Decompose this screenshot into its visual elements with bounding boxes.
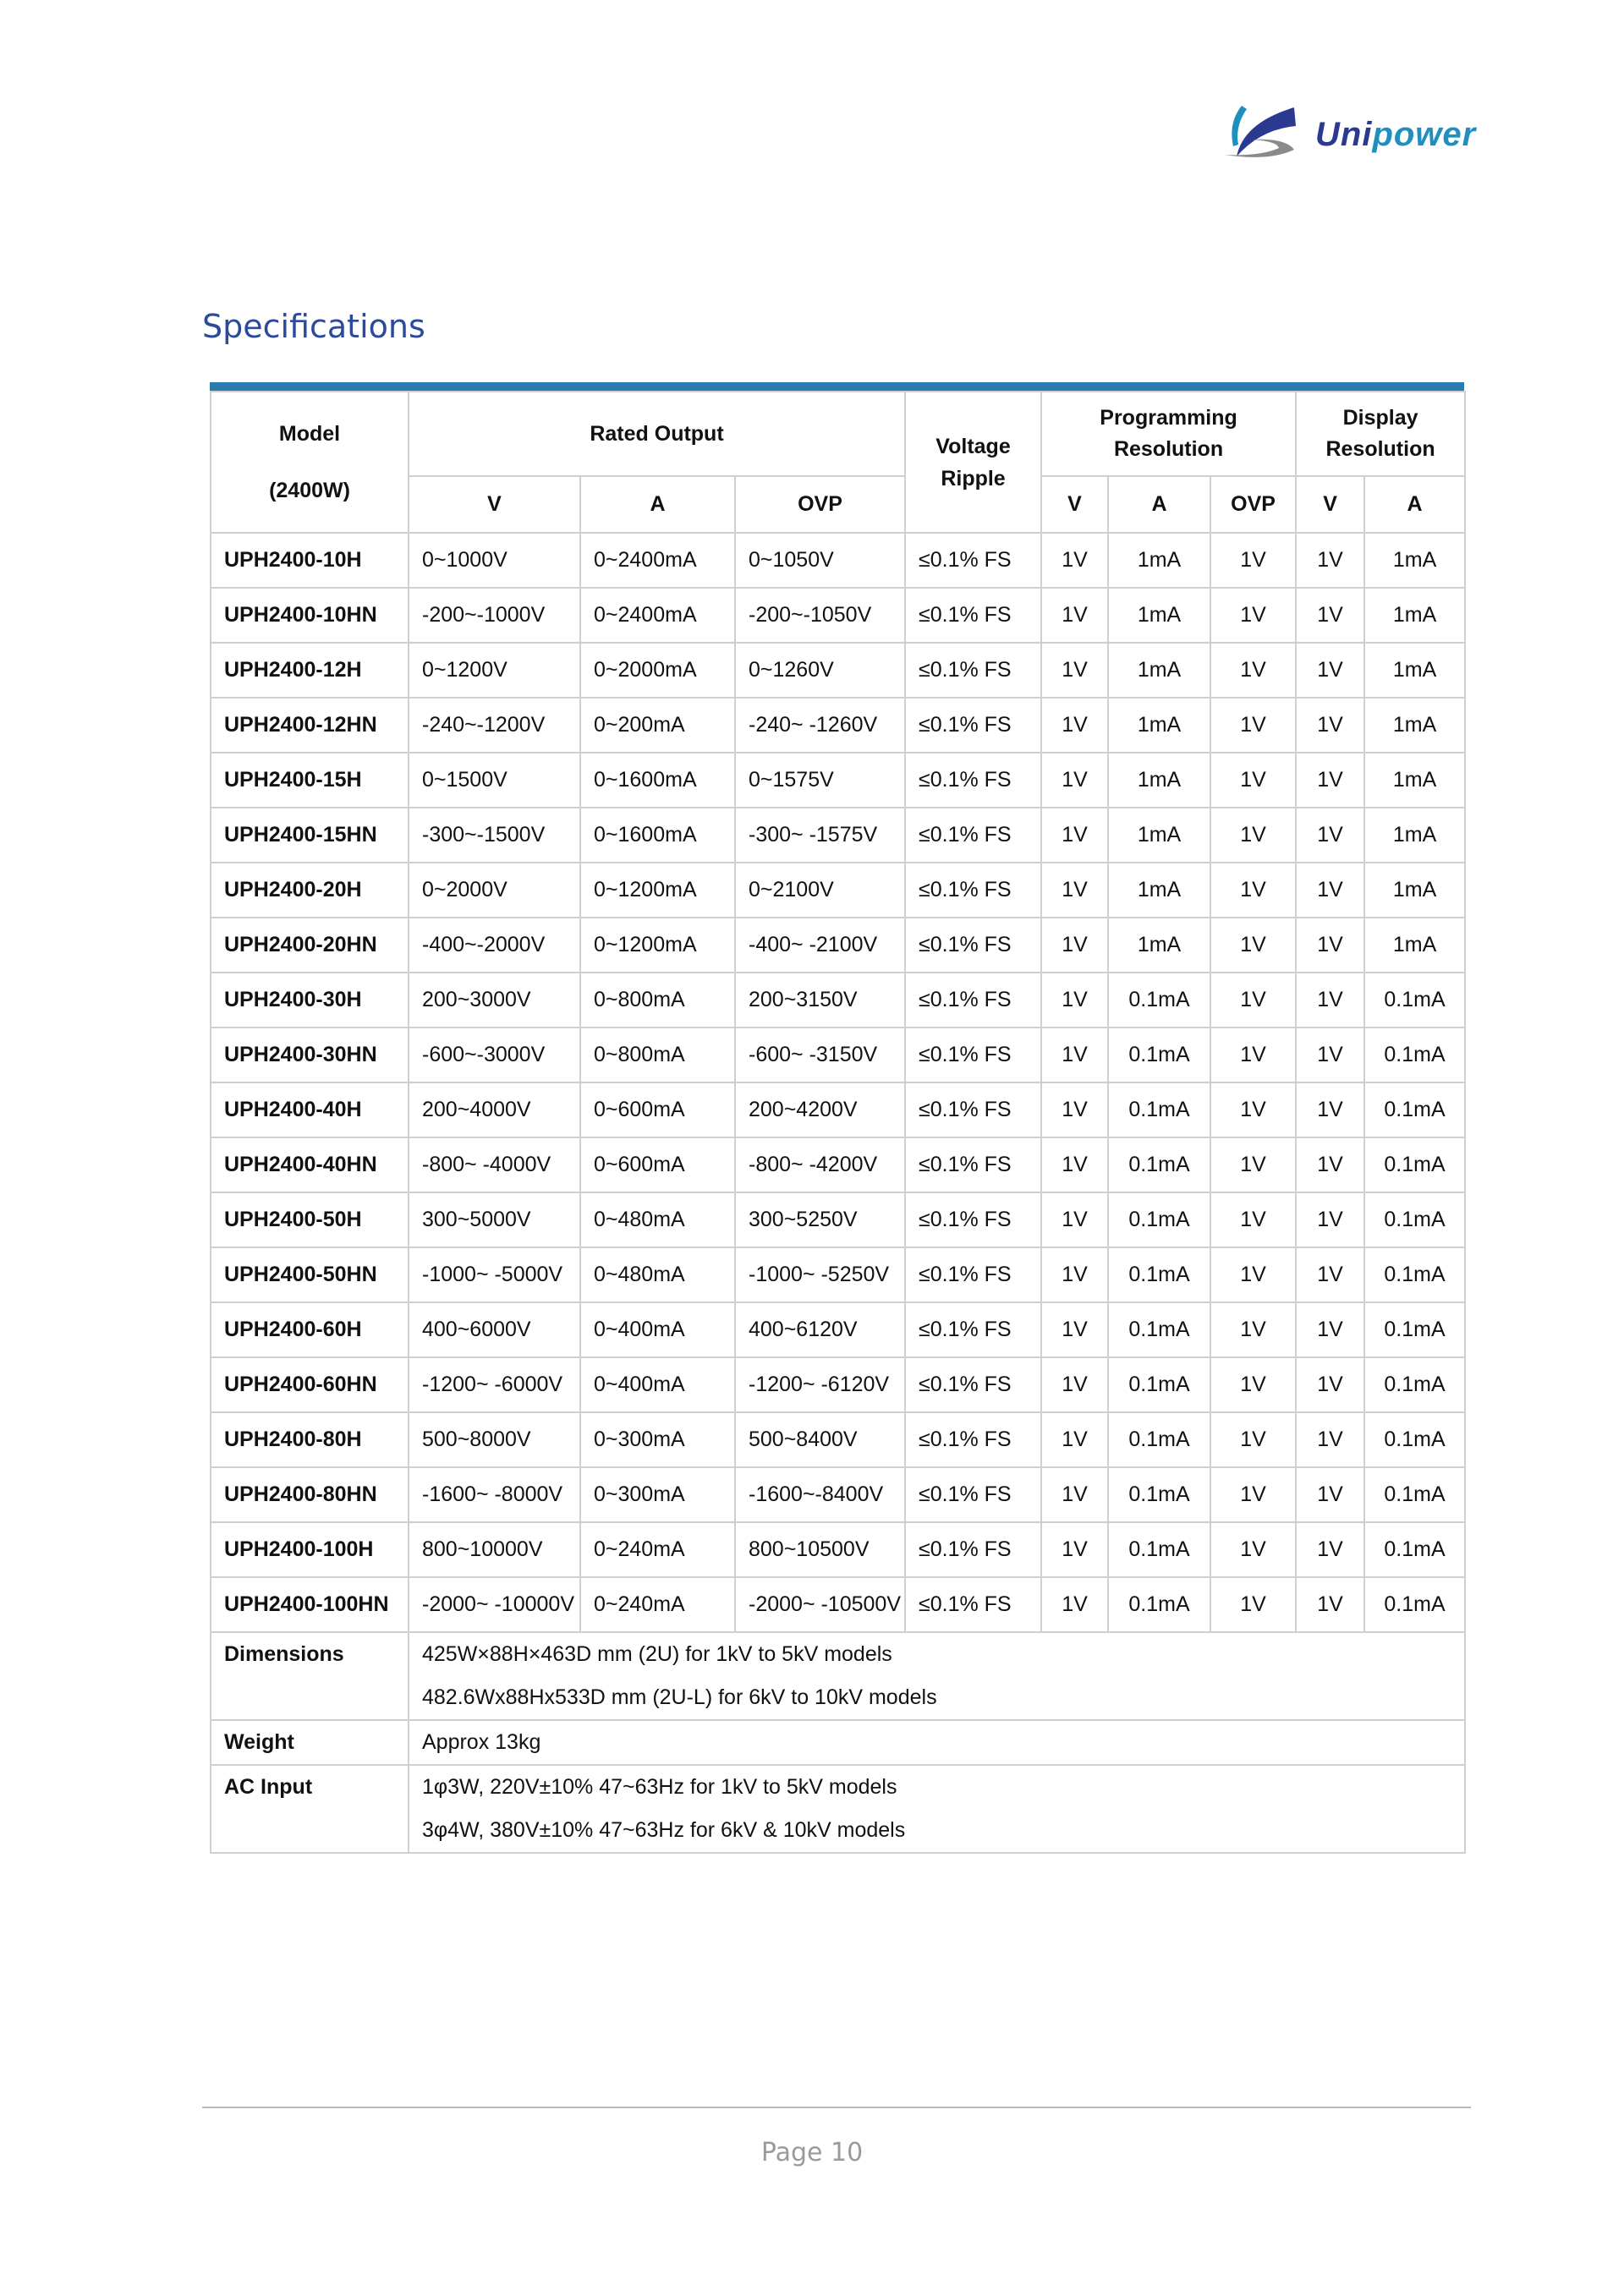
page-number: Page 10 — [760, 2138, 864, 2167]
spec-cell: 0.1mA — [1364, 973, 1465, 1027]
spec-cell: ≤0.1% FS — [905, 808, 1041, 863]
spec-cell: 1V — [1041, 1467, 1108, 1522]
spec-cell: 1V — [1041, 1192, 1108, 1247]
spec-cell: 1mA — [1108, 863, 1210, 918]
spec-cell: ≤0.1% FS — [905, 973, 1041, 1027]
spec-cell: 1mA — [1364, 533, 1465, 588]
spec-cell: 1V — [1210, 1082, 1296, 1137]
spec-cell: 0~1575V — [735, 753, 905, 808]
spec-cell: 1V — [1210, 1577, 1296, 1632]
spec-cell: 200~4000V — [409, 1082, 580, 1137]
spec-value — [409, 1720, 1465, 1765]
spec-cell: 1V — [1210, 1467, 1296, 1522]
spec-cell: 1V — [1210, 588, 1296, 643]
spec-cell: 1mA — [1108, 533, 1210, 588]
spec-cell: 0.1mA — [1364, 1247, 1465, 1302]
table-row — [211, 808, 1465, 863]
model-cell: UPH2400-50H — [211, 1192, 409, 1247]
spec-cell: 0.1mA — [1364, 1302, 1465, 1357]
table-row — [211, 1522, 1465, 1577]
unipower-logo — [1218, 97, 1477, 165]
spec-cell: 300~5000V — [409, 1192, 580, 1247]
spec-cell: -240~ -1260V — [735, 698, 905, 753]
spec-cell: 0~2000mA — [580, 643, 735, 698]
spec-cell: ≤0.1% FS — [905, 1357, 1041, 1412]
spec-cell: ≤0.1% FS — [905, 1247, 1041, 1302]
specifications-table — [210, 391, 1466, 1854]
spec-cell: 0~2000V — [409, 863, 580, 918]
model-cell: UPH2400-60H — [211, 1302, 409, 1357]
spec-cell: 1V — [1296, 588, 1364, 643]
spec-cell: 300~5250V — [735, 1192, 905, 1247]
spec-cell: -1600~ -8000V — [409, 1467, 580, 1522]
spec-cell: 0~480mA — [580, 1192, 735, 1247]
spec-cell: 0.1mA — [1108, 1247, 1210, 1302]
table-row — [211, 1137, 1465, 1192]
table-row — [211, 1302, 1465, 1357]
spec-cell: 200~3000V — [409, 973, 580, 1027]
spec-cell: 0.1mA — [1108, 1412, 1210, 1467]
spec-cell: 1mA — [1108, 698, 1210, 753]
spec-cell: 0~300mA — [580, 1467, 735, 1522]
spec-cell: 1V — [1296, 808, 1364, 863]
spec-cell: 1V — [1041, 533, 1108, 588]
spec-cell: -240~-1200V — [409, 698, 580, 753]
spec-extra-row — [211, 1632, 1465, 1720]
spec-extra-row — [211, 1765, 1465, 1853]
header-rated-output: Rated Output — [409, 392, 905, 476]
table-row — [211, 588, 1465, 643]
spec-cell: 1mA — [1108, 588, 1210, 643]
spec-cell: 1V — [1210, 808, 1296, 863]
page-title: Specifications — [202, 308, 425, 345]
spec-cell: 0~1050V — [735, 533, 905, 588]
spec-label: Dimensions — [211, 1632, 409, 1720]
spec-cell: 1V — [1041, 918, 1108, 973]
spec-cell: 0~2400mA — [580, 588, 735, 643]
table-row — [211, 753, 1465, 808]
spec-cell: 0.1mA — [1108, 1082, 1210, 1137]
spec-cell: 1V — [1210, 753, 1296, 808]
subheader: V — [1041, 476, 1108, 533]
model-cell: UPH2400-15HN — [211, 808, 409, 863]
spec-cell: 0~200mA — [580, 698, 735, 753]
model-cell: UPH2400-80H — [211, 1412, 409, 1467]
spec-cell: 1V — [1210, 863, 1296, 918]
spec-cell: 1V — [1210, 1302, 1296, 1357]
spec-cell: 1V — [1041, 1412, 1108, 1467]
table-row — [211, 1412, 1465, 1467]
spec-cell: 0.1mA — [1108, 1027, 1210, 1082]
spec-cell: 0~800mA — [580, 973, 735, 1027]
spec-cell: 0.1mA — [1108, 1192, 1210, 1247]
spec-cell: ≤0.1% FS — [905, 1192, 1041, 1247]
spec-cell: 1V — [1210, 1192, 1296, 1247]
spec-cell: 1V — [1296, 1577, 1364, 1632]
spec-value — [409, 1765, 1465, 1853]
spec-cell: -300~ -1575V — [735, 808, 905, 863]
spec-cell: 500~8400V — [735, 1412, 905, 1467]
spec-cell: 1V — [1210, 1412, 1296, 1467]
spec-cell: 1V — [1296, 1027, 1364, 1082]
model-cell: UPH2400-60HN — [211, 1357, 409, 1412]
spec-cell: 0.1mA — [1364, 1357, 1465, 1412]
spec-cell: 0~240mA — [580, 1577, 735, 1632]
spec-cell: 1V — [1210, 1027, 1296, 1082]
spec-cell: 1mA — [1364, 753, 1465, 808]
spec-cell: 0~1200mA — [580, 863, 735, 918]
spec-cell: 200~4200V — [735, 1082, 905, 1137]
spec-cell: 0~240mA — [580, 1522, 735, 1577]
spec-cell: 0~480mA — [580, 1247, 735, 1302]
spec-cell: 1V — [1296, 1247, 1364, 1302]
spec-cell: ≤0.1% FS — [905, 1137, 1041, 1192]
spec-cell: 0.1mA — [1364, 1192, 1465, 1247]
spec-cell: ≤0.1% FS — [905, 643, 1041, 698]
model-cell: UPH2400-15H — [211, 753, 409, 808]
spec-cell: -1200~ -6120V — [735, 1357, 905, 1412]
header-programming-resolution: Programming Resolution — [1041, 392, 1296, 476]
spec-cell: 0.1mA — [1108, 973, 1210, 1027]
spec-cell: 0.1mA — [1108, 1522, 1210, 1577]
table-row — [211, 973, 1465, 1027]
spec-cell: 1V — [1296, 1412, 1364, 1467]
table-row — [211, 698, 1465, 753]
spec-cell: 1V — [1041, 643, 1108, 698]
spec-cell: 1V — [1296, 1467, 1364, 1522]
spec-cell: 0.1mA — [1108, 1137, 1210, 1192]
spec-cell: 1V — [1296, 863, 1364, 918]
model-cell: UPH2400-100H — [211, 1522, 409, 1577]
spec-cell: -300~-1500V — [409, 808, 580, 863]
model-cell: UPH2400-20HN — [211, 918, 409, 973]
spec-cell: 0~2400mA — [580, 533, 735, 588]
spec-cell: -400~ -2100V — [735, 918, 905, 973]
spec-cell: 1mA — [1108, 808, 1210, 863]
logo-text: Unipower — [1315, 116, 1477, 153]
spec-cell: 1V — [1041, 1522, 1108, 1577]
subheader: A — [1364, 476, 1465, 533]
spec-cell: -600~-3000V — [409, 1027, 580, 1082]
spec-cell: 1V — [1296, 1357, 1364, 1412]
spec-cell: 1V — [1210, 533, 1296, 588]
spec-cell: -800~ -4200V — [735, 1137, 905, 1192]
spec-cell: ≤0.1% FS — [905, 863, 1041, 918]
spec-cell: 1mA — [1108, 753, 1210, 808]
spec-cell: ≤0.1% FS — [905, 1027, 1041, 1082]
spec-cell: 0.1mA — [1364, 1412, 1465, 1467]
model-cell: UPH2400-12HN — [211, 698, 409, 753]
spec-cell: 0~1500V — [409, 753, 580, 808]
spec-cell: 0~600mA — [580, 1137, 735, 1192]
spec-cell: 1mA — [1364, 863, 1465, 918]
spec-cell: 1V — [1296, 1082, 1364, 1137]
spec-cell: 1V — [1296, 1137, 1364, 1192]
spec-cell: 500~8000V — [409, 1412, 580, 1467]
spec-cell: ≤0.1% FS — [905, 1412, 1041, 1467]
spec-cell: 1V — [1041, 973, 1108, 1027]
spec-cell: 1V — [1041, 1082, 1108, 1137]
header-voltage-ripple: Voltage Ripple — [905, 392, 1041, 533]
spec-cell: 1V — [1296, 643, 1364, 698]
spec-cell: 1mA — [1108, 918, 1210, 973]
spec-cell: 400~6120V — [735, 1302, 905, 1357]
spec-cell: 1mA — [1364, 918, 1465, 973]
spec-cell: 0.1mA — [1108, 1357, 1210, 1412]
spec-cell: 1V — [1210, 1247, 1296, 1302]
header-model: Model (2400W) — [211, 392, 409, 533]
table-top-bar — [210, 382, 1464, 391]
spec-cell: 800~10500V — [735, 1522, 905, 1577]
spec-cell: 1V — [1041, 1027, 1108, 1082]
spec-cell: 1V — [1041, 1247, 1108, 1302]
table-row — [211, 1027, 1465, 1082]
spec-cell: 1V — [1296, 533, 1364, 588]
subheader: V — [409, 476, 580, 533]
spec-value-line: 1φ3W, 220V±10% 47~63Hz for 1kV to 5kV models — [422, 1775, 897, 1799]
spec-cell: 0.1mA — [1364, 1027, 1465, 1082]
spec-cell: ≤0.1% FS — [905, 753, 1041, 808]
spec-cell: 0.1mA — [1108, 1302, 1210, 1357]
spec-cell: 1V — [1296, 918, 1364, 973]
spec-cell: 0~800mA — [580, 1027, 735, 1082]
spec-cell: 0~1260V — [735, 643, 905, 698]
spec-cell: 1mA — [1364, 588, 1465, 643]
spec-cell: -1000~ -5250V — [735, 1247, 905, 1302]
model-cell: UPH2400-20H — [211, 863, 409, 918]
spec-cell: ≤0.1% FS — [905, 1577, 1041, 1632]
spec-cell: -1000~ -5000V — [409, 1247, 580, 1302]
spec-cell: 200~3150V — [735, 973, 905, 1027]
spec-cell: ≤0.1% FS — [905, 1082, 1041, 1137]
logo-swoosh-icon — [1218, 97, 1311, 165]
subheader: A — [580, 476, 735, 533]
spec-cell: 1V — [1041, 698, 1108, 753]
table-row — [211, 1082, 1465, 1137]
spec-cell: 1V — [1041, 1357, 1108, 1412]
model-cell: UPH2400-12H — [211, 643, 409, 698]
spec-cell: -200~-1000V — [409, 588, 580, 643]
table-row — [211, 533, 1465, 588]
spec-cell: 1V — [1041, 808, 1108, 863]
spec-cell: ≤0.1% FS — [905, 588, 1041, 643]
spec-cell: 1mA — [1108, 643, 1210, 698]
spec-value — [409, 1632, 1465, 1720]
spec-cell: 1V — [1210, 643, 1296, 698]
spec-cell: 0.1mA — [1364, 1467, 1465, 1522]
spec-cell: 0.1mA — [1108, 1467, 1210, 1522]
model-cell: UPH2400-30H — [211, 973, 409, 1027]
spec-cell: ≤0.1% FS — [905, 918, 1041, 973]
spec-value-line: 3φ4W, 380V±10% 47~63Hz for 6kV & 10kV models — [422, 1818, 906, 1842]
spec-value-line: Approx 13kg — [422, 1730, 541, 1754]
spec-cell: 1V — [1296, 973, 1364, 1027]
spec-cell: ≤0.1% FS — [905, 1302, 1041, 1357]
spec-cell: 0~400mA — [580, 1302, 735, 1357]
table-row — [211, 918, 1465, 973]
spec-cell: 1V — [1041, 1137, 1108, 1192]
subheader: V — [1296, 476, 1364, 533]
model-cell: UPH2400-100HN — [211, 1577, 409, 1632]
spec-cell: 0.1mA — [1108, 1577, 1210, 1632]
spec-cell: 1mA — [1364, 808, 1465, 863]
spec-cell: 1V — [1296, 1192, 1364, 1247]
spec-cell: -2000~ -10000V — [409, 1577, 580, 1632]
spec-cell: ≤0.1% FS — [905, 1522, 1041, 1577]
spec-extra-row — [211, 1720, 1465, 1765]
subheader: OVP — [735, 476, 905, 533]
spec-cell: -1200~ -6000V — [409, 1357, 580, 1412]
spec-cell: ≤0.1% FS — [905, 533, 1041, 588]
header-display-resolution: Display Resolution — [1296, 392, 1465, 476]
spec-cell: 0~300mA — [580, 1412, 735, 1467]
footer-divider — [202, 2107, 1471, 2108]
spec-cell: 1V — [1296, 698, 1364, 753]
spec-cell: ≤0.1% FS — [905, 1467, 1041, 1522]
table-row — [211, 1192, 1465, 1247]
spec-cell: 0~1600mA — [580, 753, 735, 808]
spec-value-line: 482.6Wx88Hx533D mm (2U-L) for 6kV to 10kV models — [422, 1685, 937, 1709]
spec-cell: 1mA — [1364, 698, 1465, 753]
spec-cell: 0.1mA — [1364, 1082, 1465, 1137]
table-row — [211, 1357, 1465, 1412]
spec-cell: 1V — [1210, 698, 1296, 753]
table-row — [211, 1467, 1465, 1522]
spec-cell: 1V — [1210, 1522, 1296, 1577]
spec-cell: -400~-2000V — [409, 918, 580, 973]
spec-cell: 1V — [1041, 588, 1108, 643]
table-row — [211, 863, 1465, 918]
table-row — [211, 643, 1465, 698]
table-row — [211, 1577, 1465, 1632]
spec-cell: -200~-1050V — [735, 588, 905, 643]
spec-cell: 1V — [1296, 1302, 1364, 1357]
spec-cell: 1mA — [1364, 643, 1465, 698]
model-cell: UPH2400-40H — [211, 1082, 409, 1137]
spec-cell: 0~400mA — [580, 1357, 735, 1412]
spec-cell: 1V — [1041, 753, 1108, 808]
spec-cell: -1600~-8400V — [735, 1467, 905, 1522]
spec-cell: 0~1200V — [409, 643, 580, 698]
spec-cell: 0.1mA — [1364, 1577, 1465, 1632]
subheader: A — [1108, 476, 1210, 533]
spec-cell: 0.1mA — [1364, 1522, 1465, 1577]
spec-cell: 1V — [1041, 1302, 1108, 1357]
spec-cell: -2000~ -10500V — [735, 1577, 905, 1632]
spec-cell: 0~1600mA — [580, 808, 735, 863]
spec-cell: 1V — [1296, 1522, 1364, 1577]
model-cell: UPH2400-50HN — [211, 1247, 409, 1302]
spec-label: AC Input — [211, 1765, 409, 1853]
spec-cell: 0~2100V — [735, 863, 905, 918]
spec-cell: 1V — [1210, 973, 1296, 1027]
model-cell: UPH2400-10H — [211, 533, 409, 588]
spec-cell: 800~10000V — [409, 1522, 580, 1577]
model-cell: UPH2400-40HN — [211, 1137, 409, 1192]
spec-cell: 1V — [1210, 1357, 1296, 1412]
spec-cell: -800~ -4000V — [409, 1137, 580, 1192]
spec-value-line: 425W×88H×463D mm (2U) for 1kV to 5kV models — [422, 1642, 892, 1666]
model-cell: UPH2400-80HN — [211, 1467, 409, 1522]
spec-cell: ≤0.1% FS — [905, 698, 1041, 753]
spec-cell: 0~600mA — [580, 1082, 735, 1137]
subheader: OVP — [1210, 476, 1296, 533]
spec-cell: 1V — [1041, 1577, 1108, 1632]
spec-cell: 1V — [1041, 863, 1108, 918]
table-row — [211, 1247, 1465, 1302]
spec-cell: 0~1200mA — [580, 918, 735, 973]
spec-cell: 1V — [1210, 918, 1296, 973]
spec-cell: 1V — [1210, 1137, 1296, 1192]
spec-label: Weight — [211, 1720, 409, 1765]
spec-cell: 0.1mA — [1364, 1137, 1465, 1192]
spec-cell: 400~6000V — [409, 1302, 580, 1357]
model-cell: UPH2400-10HN — [211, 588, 409, 643]
spec-cell: 0~1000V — [409, 533, 580, 588]
spec-cell: -600~ -3150V — [735, 1027, 905, 1082]
model-cell: UPH2400-30HN — [211, 1027, 409, 1082]
spec-cell: 1V — [1296, 753, 1364, 808]
